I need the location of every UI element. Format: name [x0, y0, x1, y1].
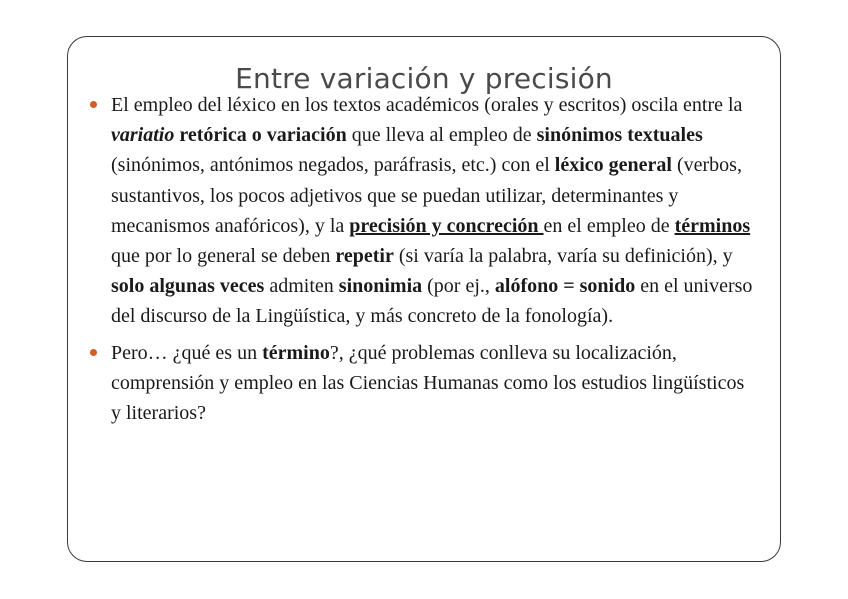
- bullet-dot-icon: [90, 101, 97, 108]
- text-run: que lleva al empleo de: [346, 124, 537, 147]
- text-run: solo algunas veces: [111, 275, 265, 298]
- text-run: (verbos, sustantivos, los pocos adjetivos que se puedan utilizar, determinantes y mecanismos anafóricos), y la: [111, 154, 742, 237]
- text-run: precisión y concreción: [349, 214, 544, 237]
- bullet-dot-icon: [90, 349, 97, 356]
- text-run: alófono = sonido: [494, 275, 636, 298]
- bullet-list: [88, 90, 758, 434]
- text-run: repetir: [335, 245, 394, 268]
- text-run: sinonimia: [338, 275, 423, 298]
- text-run: ?, ¿qué problemas conlleva su localización, comprensión y empleo en las Ciencias Humanas como los estudios lingüísticos y literarios?: [111, 341, 745, 425]
- bullet-item-1: [88, 90, 758, 332]
- text-run: retórica o variación: [179, 124, 347, 147]
- bullet-item-2: [88, 338, 758, 429]
- text-run: admiten: [264, 275, 339, 298]
- text-run: que por lo general se deben: [111, 245, 336, 268]
- text-run: Pero… ¿qué es un: [111, 341, 263, 364]
- text-run: (por ej.,: [422, 275, 495, 298]
- text-run: sinónimos textuales: [536, 124, 703, 147]
- bullet-text: [111, 94, 752, 327]
- bullet-text: [111, 342, 744, 424]
- text-run: léxico general: [554, 154, 672, 177]
- text-run: en el universo del discurso de la Lingüística, y más concreto de la fonología).: [111, 275, 753, 328]
- text-run: (si varía la palabra, varía su definición), y: [393, 245, 733, 268]
- text-run: en el empleo de: [543, 214, 675, 237]
- text-run: El empleo del léxico en los textos académicos (orales y escritos) oscila entre la: [111, 94, 743, 116]
- text-run: variatio: [111, 124, 175, 147]
- text-run: término: [262, 341, 330, 364]
- text-run: (sinónimos, antónimos negados, paráfrasis, etc.) con el: [111, 154, 555, 177]
- slide-title: Entre variación y precisión: [235, 61, 613, 95]
- text-run: términos: [674, 214, 751, 237]
